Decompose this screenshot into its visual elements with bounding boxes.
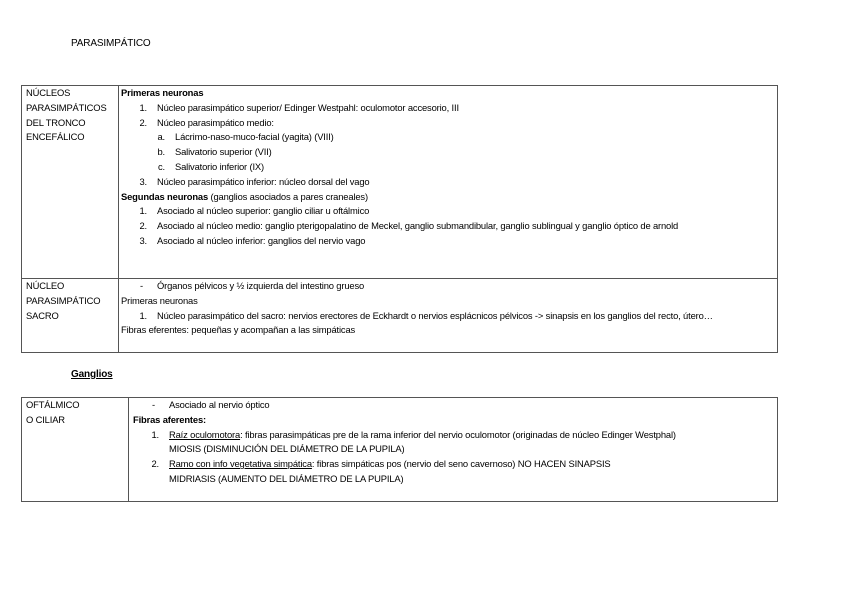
list-text: Asociado al núcleo superior: ganglio ciliar u oftálmico	[157, 205, 370, 217]
list-item	[121, 309, 769, 324]
row-label-line: NÚCLEOS	[26, 87, 71, 98]
list-item	[121, 234, 769, 249]
row-label-line: PARASIMPÁTICOS	[26, 101, 107, 113]
list-text: Lácrimo-naso-muco-facial (yagita) (VIII)	[175, 131, 334, 143]
row-content-cell	[129, 398, 778, 502]
row-label-cell	[22, 279, 119, 353]
list-letter: a.	[157, 131, 165, 143]
primeras-heading: Primeras neuronas	[121, 87, 204, 98]
ganglios-table	[21, 397, 778, 502]
list-text: Asociado al núcleo inferior: ganglios del nervio vago	[157, 234, 366, 246]
list-item	[133, 457, 769, 487]
bullet-text: Asociado al nervio óptico	[169, 399, 270, 410]
list-item	[121, 160, 769, 175]
row-content-cell	[119, 279, 778, 353]
bullet-item	[121, 279, 769, 294]
list-item	[121, 101, 769, 116]
list-number: 2.	[139, 220, 147, 232]
row-label-line: DEL TRONCO	[26, 116, 86, 128]
list-text: Núcleo parasimpático superior/ Edinger Westpahl: oculomotor accesorio, III	[157, 101, 459, 113]
list-number: 3.	[139, 234, 147, 246]
list-text-block	[159, 457, 769, 487]
list-text: : fibras parasimpáticas pre de la rama inferior del nervio oculomotor (originadas de núcleo Edinger Westphal)	[240, 428, 676, 440]
list-item	[121, 175, 769, 190]
fibras-eferentes: Fibras eferentes: pequeñas y acompañan a las simpáticas	[121, 324, 356, 336]
primeras-heading: Primeras neuronas	[121, 294, 198, 306]
list-item	[133, 428, 769, 458]
row-label-line: SACRO	[26, 309, 59, 321]
list-number: 1.	[139, 101, 147, 113]
list-item	[121, 116, 769, 131]
list-text-block	[159, 428, 769, 458]
row-label-line: O CILIAR	[26, 413, 65, 425]
table-row	[22, 279, 778, 353]
list-lead: Ramo con info vegetativa simpática	[169, 458, 312, 470]
list-number: 2.	[139, 116, 147, 128]
list-text: Núcleo parasimpático medio:	[157, 116, 274, 128]
list-item	[121, 130, 769, 145]
table-row	[22, 398, 778, 502]
list-number: 2.	[151, 458, 159, 470]
row-label-cell	[22, 398, 129, 502]
table-row	[22, 86, 778, 279]
row-label-line: OFTÁLMICO	[26, 399, 80, 410]
list-letter: b.	[157, 146, 165, 158]
dash-mark: -	[140, 280, 143, 291]
segundas-line	[121, 190, 769, 205]
list-text: : fibras simpáticas pos (nervio del seno cavernoso) NO HACEN SINAPSIS	[311, 458, 611, 470]
list-extra: MIDRIASIS (AUMENTO DEL DIÁMETRO DE LA PUPILA)	[169, 472, 404, 484]
ganglios-heading: Ganglios	[71, 369, 113, 380]
list-number: 1.	[139, 205, 147, 217]
bullet-text: Órganos pélvicos y ½ izquierda del intestino grueso	[157, 280, 365, 291]
nucleos-table	[21, 85, 778, 353]
segundas-heading: Segundas neuronas	[121, 190, 209, 202]
bullet-item	[133, 398, 769, 413]
list-text: Núcleo parasimpático del sacro: nervios erectores de Eckhardt o nervios esplácnicos pélvicos -> sinapsis en los ganglios del recto, útero…	[157, 309, 713, 321]
list-number: 1.	[139, 309, 147, 321]
list-extra: MIOSIS (DISMINUCIÓN DEL DIÁMETRO DE LA PUPILA)	[169, 443, 405, 455]
row-label-cell	[22, 86, 119, 279]
list-number: 3.	[139, 175, 147, 187]
list-lead: Raíz oculomotora	[169, 428, 241, 440]
list-number: 1.	[151, 428, 159, 440]
row-label-line: NÚCLEO	[26, 280, 65, 291]
list-text: Salivatorio superior (VII)	[175, 146, 272, 158]
segundas-suffix: (ganglios asociados a pares craneales)	[208, 190, 368, 202]
dash-mark: -	[152, 399, 155, 410]
list-item	[121, 204, 769, 219]
page-title: PARASIMPÁTICO	[71, 38, 151, 49]
row-label-line: PARASIMPÁTICO	[26, 294, 101, 306]
row-content-cell	[119, 86, 778, 279]
list-text: Núcleo parasimpático inferior: núcleo dorsal del vago	[157, 175, 370, 187]
fibras-aferentes-heading: Fibras aferentes:	[133, 413, 206, 425]
list-text: Salivatorio inferior (IX)	[175, 160, 264, 172]
list-text: Asociado al núcleo medio: ganglio pterigopalatino de Meckel, ganglio submandibular, ganglio sublingual y ganglio óptico de arnold	[157, 220, 679, 232]
list-letter: c.	[158, 160, 165, 172]
row-label-line: ENCEFÁLICO	[26, 131, 85, 143]
list-item	[121, 219, 769, 234]
list-item	[121, 145, 769, 160]
